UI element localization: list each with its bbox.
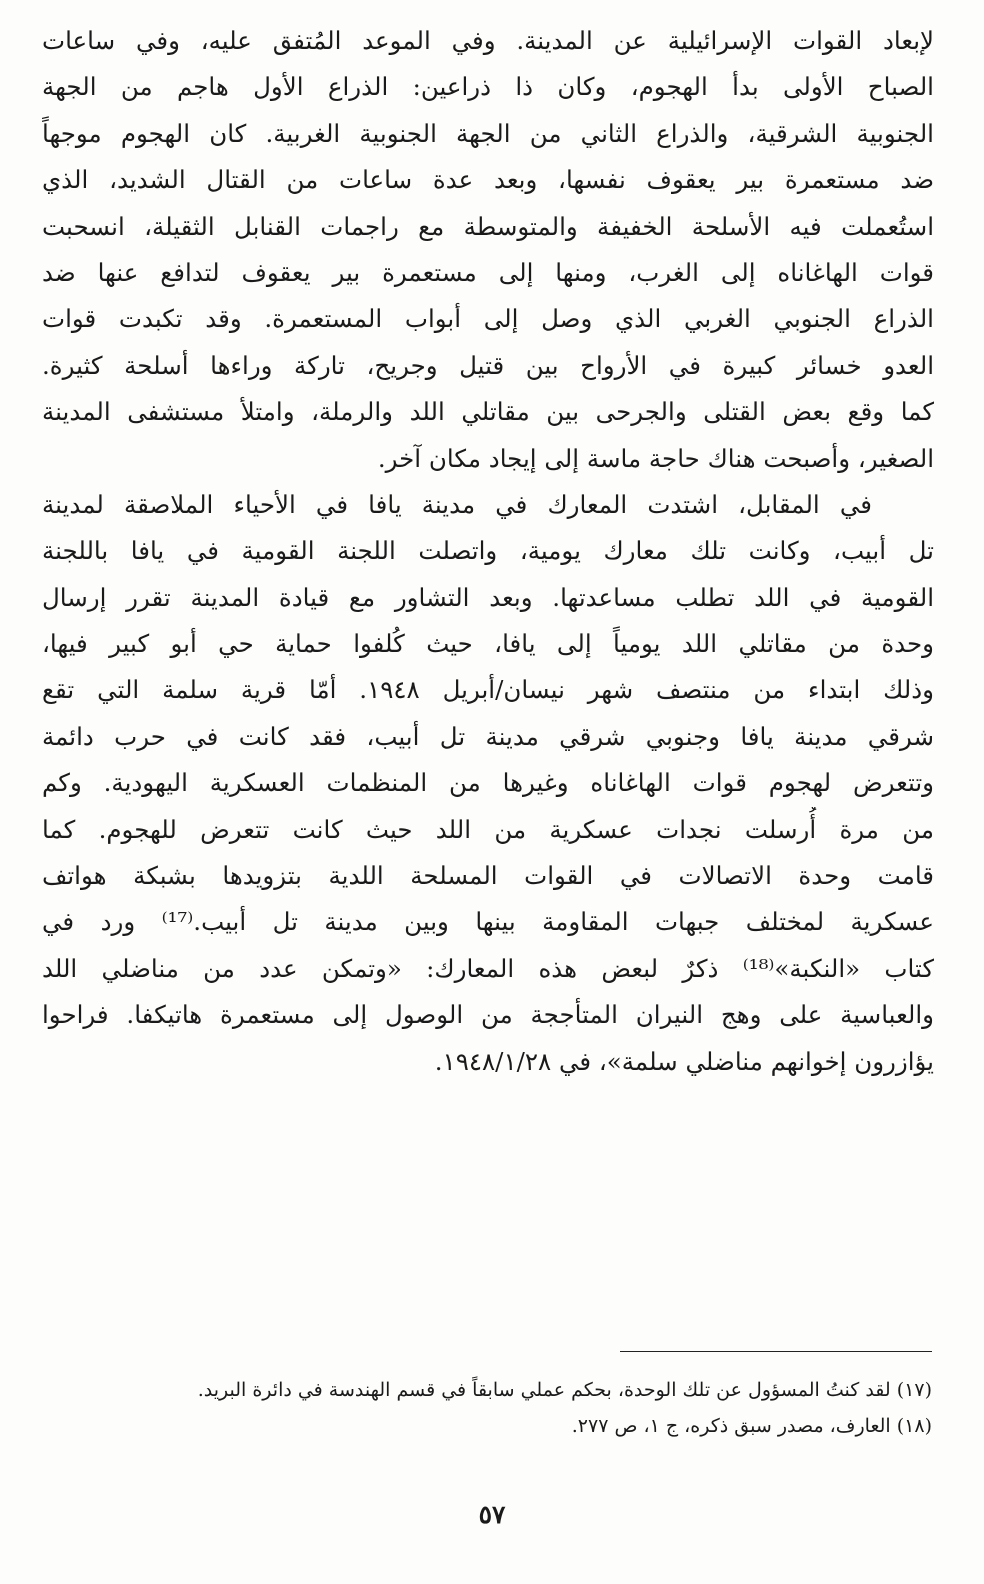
text-line: والعباسية على وهج النيران المتأججة من الوصول إلى مستعمرة هاتيكفا. فراحوا [42, 1000, 934, 1030]
page-number: ٥٧ [478, 1500, 506, 1529]
text-line: يؤازرون إخوانهم مناضلي سلمة»، في ١٩٤٨/١/٢٨. [434, 1046, 934, 1076]
text-line: من مرة أُرسلت نجدات عسكرية من اللد حيث كانت تتعرض للهجوم. كما [42, 814, 934, 844]
text-line: قوات الهاغاناه إلى الغرب، ومنها إلى مستعمرة بير يعقوف لتدافع عنها ضد [42, 257, 934, 287]
text-line: وذلك ابتداء من منتصف شهر نيسان/أبريل ١٩٤٨. أمّا قرية سلمة التي تقع [42, 675, 934, 705]
text-line: شرقي مدينة يافا وجنوبي شرقي مدينة تل أبيب، فقد كانت في حرب دائمة [42, 721, 934, 751]
text-line: في المقابل، اشتدت المعارك في مدينة يافا في الأحياء الملاصقة لمدينة [42, 489, 872, 519]
text-line: عسكرية لمختلف جبهات المقاومة بينها وبين مدينة تل أبيب.⁽¹⁷⁾ ورد في [42, 907, 934, 937]
text-line: استُعملت فيه الأسلحة الخفيفة والمتوسطة مع راجمات القنابل الثقيلة، انسحبت [42, 211, 934, 241]
text-line: ضد مستعمرة بير يعقوف نفسها، وبعد عدة ساعات من القتال الشديد، الذي [42, 165, 934, 195]
footnote-separator [620, 1351, 932, 1352]
text-line: الجنوبية الشرقية، والذراع الثاني من الجهة الجنوبية الغربية. كان الهجوم موجهاً [42, 118, 934, 148]
text-line: الصغير، وأصبحت هناك حاجة ماسة إلى إيجاد مكان آخر. [377, 443, 934, 473]
text-line: العدو خسائر كبيرة في الأرواح بين قتيل وجريح، تاركة وراءها أسلحة كثيرة. [42, 350, 934, 380]
text-line: القومية في اللد تطلب مساعدتها. وبعد التشاور مع قيادة المدينة تقرر إرسال [42, 582, 934, 612]
text-line: لإبعاد القوات الإسرائيلية عن المدينة. وفي الموعد المُتفق عليه، وفي ساعات [42, 26, 934, 55]
body-text [42, 18, 934, 1085]
text-line: قامت وحدة الاتصالات في القوات المسلحة اللدية بتزويدها بشبكة هواتف [42, 861, 934, 891]
text-line: وحدة من مقاتلي اللد يومياً إلى يافا، حيث كُلفوا حماية حي أبو كبير فيها، [42, 629, 934, 659]
text-line: كتاب «النكبة»⁽¹⁸⁾ ذكرٌ لبعض هذه المعارك: «وتمكن عدد من مناضلي اللد [42, 953, 934, 983]
text-line: كما وقع بعض القتلى والجرحى بين مقاتلي اللد والرملة، وامتلأ مستشفى المدينة [42, 397, 934, 427]
footnote-18: (١٨) العارف، مصدر سبق ذكره، ج ١، ص ٢٧٧. [571, 1415, 932, 1437]
text-line: الصباح الأولى بدأ الهجوم، وكان ذا ذراعين: الذراع الأول هاجم من الجهة [42, 72, 934, 102]
text-line: الذراع الجنوبي الغربي الذي وصل إلى أبواب المستعمرة. وقد تكبدت قوات [42, 304, 934, 334]
footnote-17: (١٧) لقد كنتُ المسؤول عن تلك الوحدة، بحكم عملي سابقاً في قسم الهندسة في دائرة البريد. [197, 1379, 932, 1401]
text-line: تل أبيب، وكانت تلك معارك يومية، واتصلت اللجنة القومية في يافا باللجنة [42, 536, 934, 566]
footnotes [60, 1372, 932, 1444]
text-line: وتتعرض لهجوم قوات الهاغاناه وغيرها من المنظمات العسكرية اليهودية. وكم [42, 768, 934, 798]
